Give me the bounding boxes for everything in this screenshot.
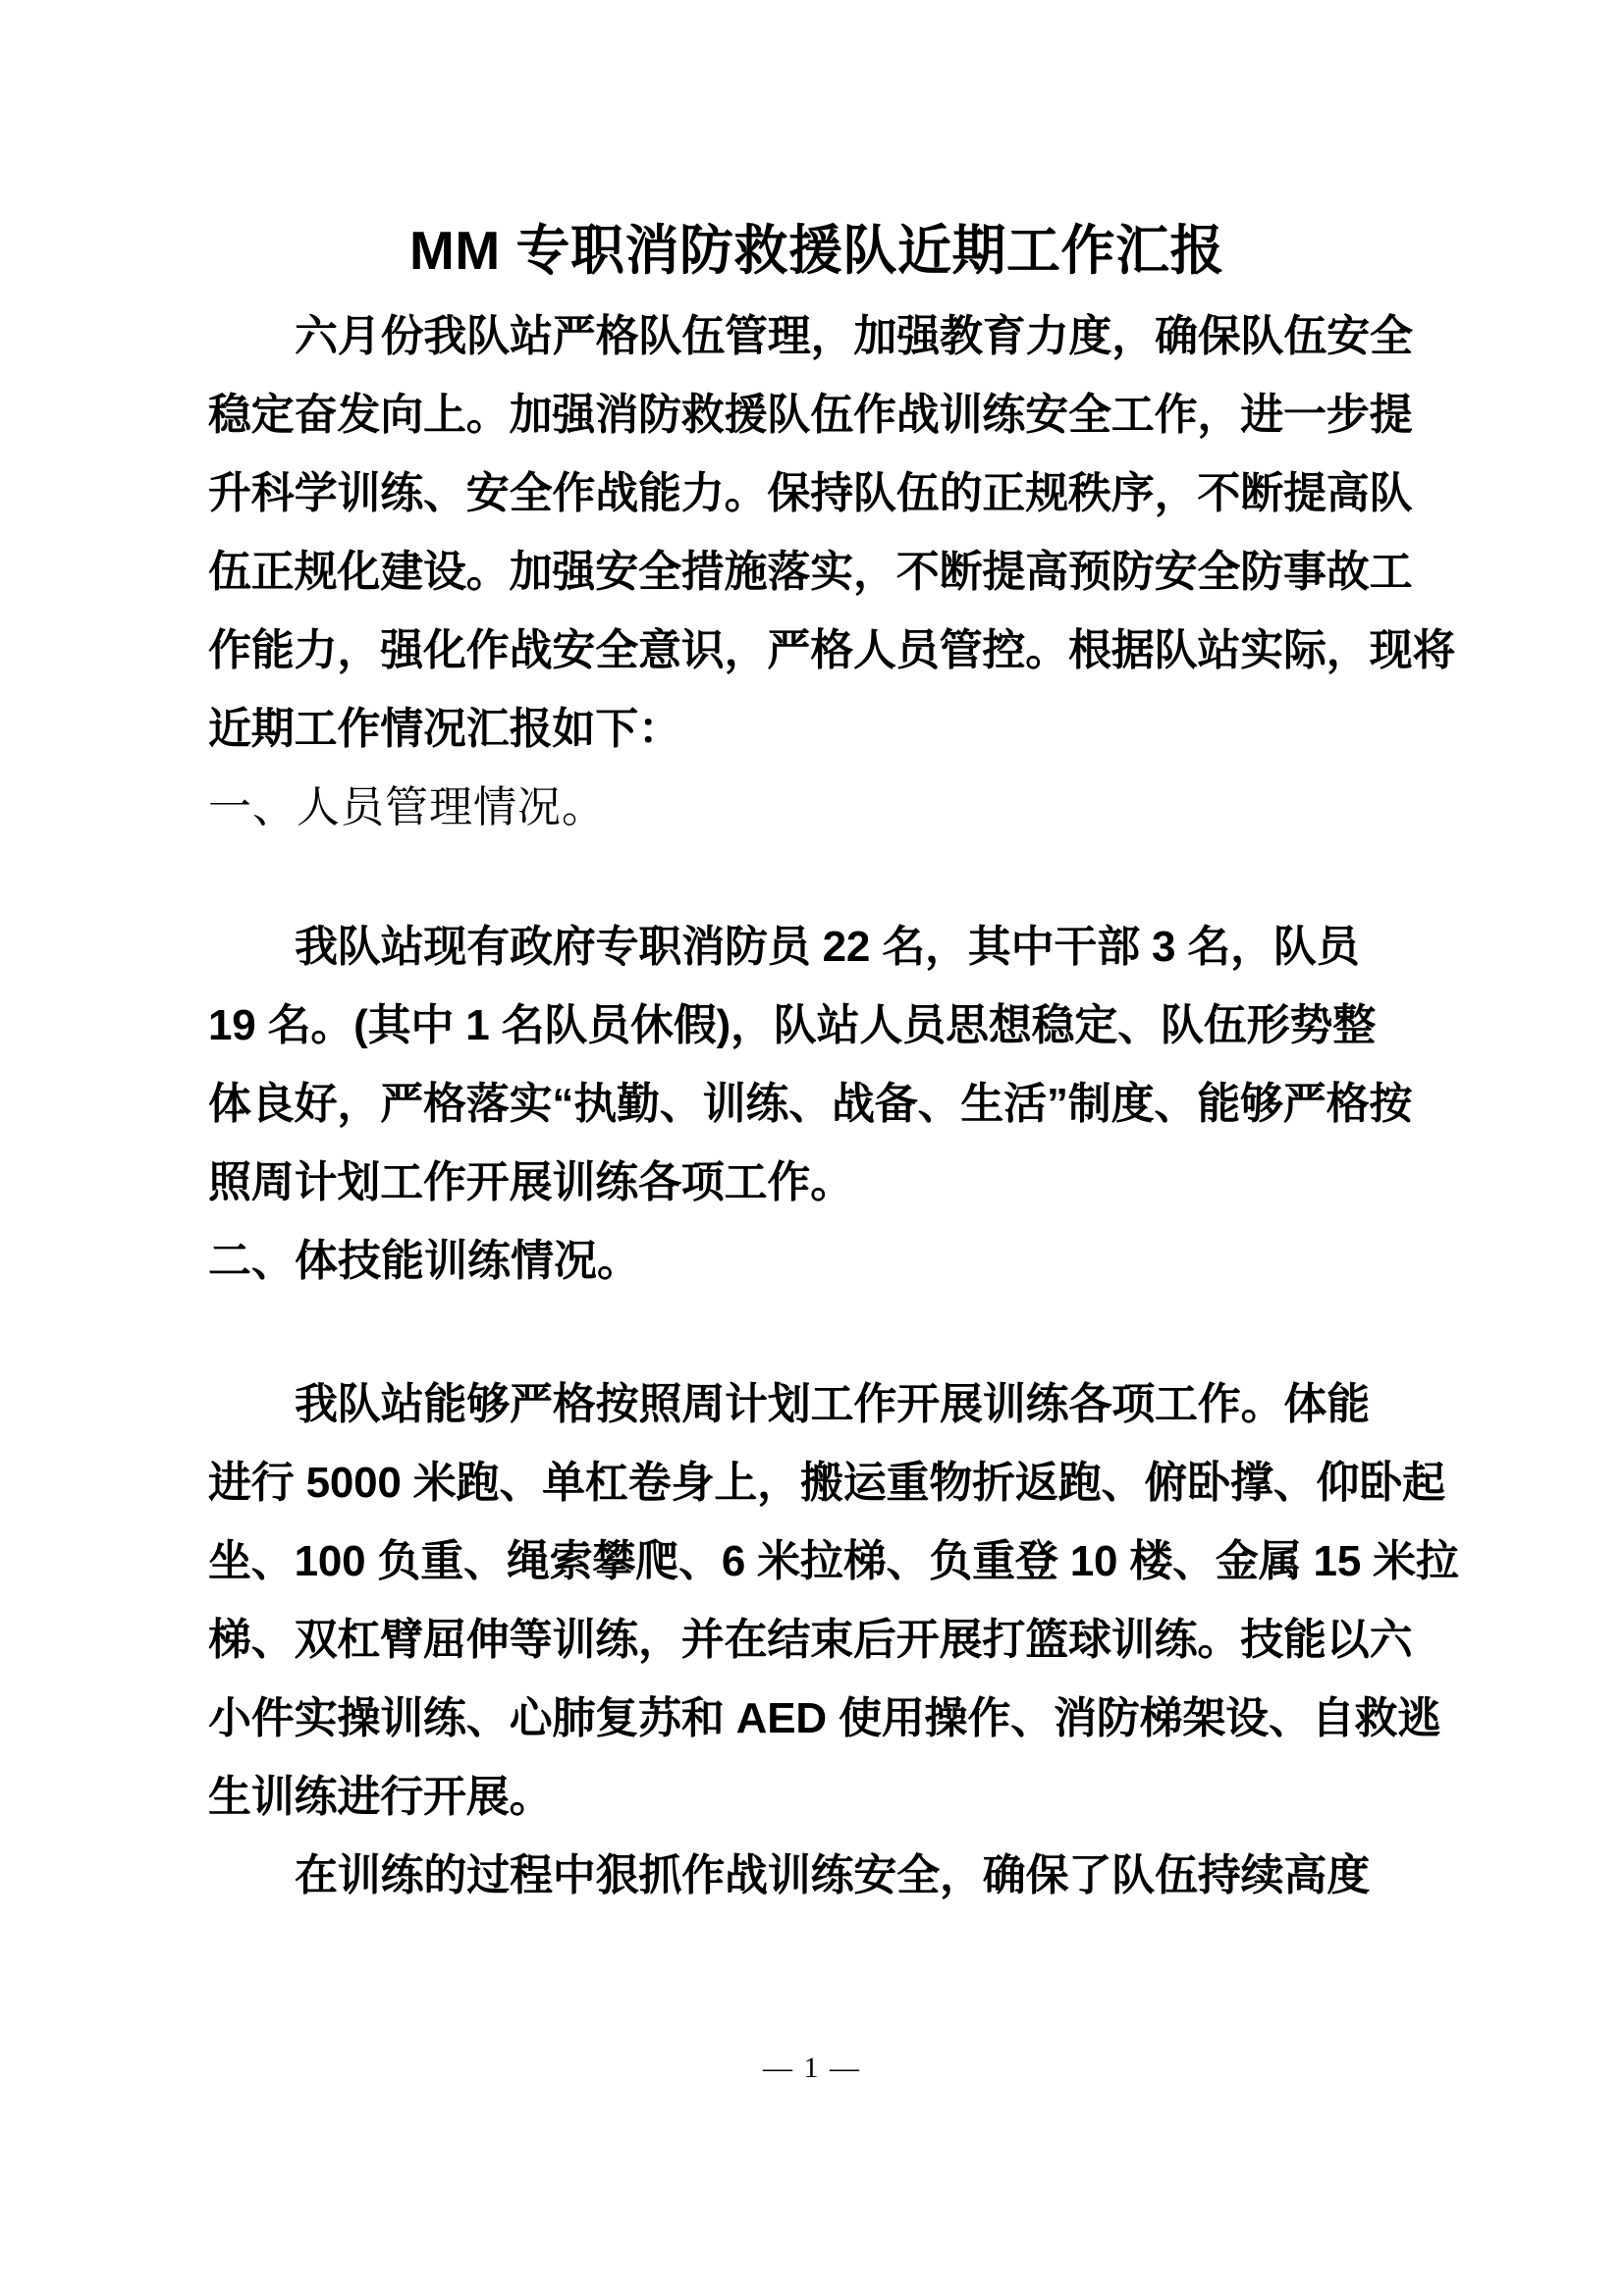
text-line: 近期工作情况汇报如下： [208,705,681,754]
text-line: 作能力，强化作战安全意识，严格人员管控。根据队站实际，现将 [208,626,1456,675]
text-line: 小件实操训练、心肺复苏和 AED 使用操作、消防梯架设、自救逃 [208,1694,1441,1743]
text-line: 进行 5000 米跑、单杠卷身上，搬运重物折返跑、俯卧撑、仰卧起 [208,1459,1445,1508]
section-heading-two: 二、体技能训练情况。 [208,1237,640,1286]
document-body [208,0,1459,1915]
text-line: 坐、100 负重、绳索攀爬、6 米拉梯、负重登 10 楼、金属 15 米拉 [208,1537,1459,1586]
paragraph-intro [208,297,1456,769]
text-line: 在训练的过程中狠抓作战训练安全，确保了队伍持续高度 [295,1851,1370,1900]
text-line: 体良好，严格落实“执勤、训练、战备、生活”制度、能够严格按 [208,1080,1413,1129]
page-number-footer: — 1 — [763,2052,861,2084]
text-line: 我队站现有政府专职消防员 22 名，其中干部 3 名，队员 [295,923,1360,972]
text-line: 梯、双杠臂屈伸等训练，并在结束后开展打篮球训练。技能以六 [208,1616,1413,1665]
paragraph-training-safety [208,1837,1426,1915]
text-line: 六月份我队站严格队伍管理，加强教育力度，确保队伍安全 [295,312,1413,361]
spacer [208,847,1426,908]
text-line: 我队站能够严格按照周计划工作开展训练各项工作。体能 [295,1380,1370,1429]
text-line: 生训练进行开展。 [208,1773,553,1822]
spacer [208,1301,1426,1365]
text-line: 伍正规化建设。加强安全措施落实，不断提高预防安全防事故工 [208,548,1413,597]
paragraph-personnel [208,908,1426,1222]
section-heading-one: 一、人员管理情况。 [208,783,606,832]
page-title: MM 专职消防救援队近期工作汇报 [409,220,1224,281]
text-line: 升科学训练、安全作战能力。保持队伍的正规秩序，不断提高队 [208,469,1413,518]
text-line: 照周计划工作开展训练各项工作。 [208,1158,853,1207]
text-line: 19 名。(其中 1 名队员休假)，队站人员思想稳定、队伍形势整 [208,1001,1376,1050]
spacer [208,284,1426,297]
text-line: 稳定奋发向上。加强消防救援队伍作战训练安全工作，进一步提 [208,391,1413,440]
paragraph-training [208,1365,1459,1837]
